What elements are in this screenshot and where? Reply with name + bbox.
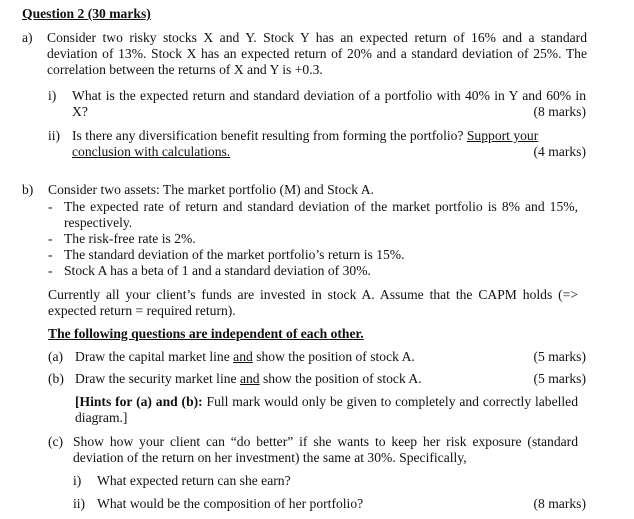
qc-sub2-label: ii) (73, 496, 86, 511)
part-a-q2-marks: (4 marks) (533, 144, 586, 159)
part-a-line-1: Consider two risky stocks X and Y. Stock Y has an expected return of 16% and a standard (47, 30, 587, 45)
qa-post: show the position of stock A. (256, 349, 415, 364)
qc-sub1-text: What expected return can she earn? (97, 473, 291, 488)
bullet-3: The standard deviation of the market portfolio’s return is 15%. (64, 247, 405, 262)
bullet-2: The risk-free rate is 2%. (64, 231, 196, 246)
qc-sub2-text: What would be the composition of her portfolio? (97, 496, 364, 511)
bullet-symbol: - (48, 263, 53, 278)
qc-line-1: Show how your client can “do better” if she wants to keep her risk exposure (standard (73, 434, 578, 449)
part-b-label: b) (22, 182, 34, 197)
qb-post: show the position of stock A. (263, 371, 422, 386)
part-a-q2-label: ii) (48, 128, 61, 143)
qa-marks: (5 marks) (533, 349, 586, 364)
part-a-q2-underlined-1: Support your (466, 128, 539, 143)
part-b-intro: Consider two assets: The market portfolio (M) and Stock A. (48, 182, 374, 197)
qc-sub1-label: i) (73, 473, 82, 488)
bullet-4: Stock A has a beta of 1 and a standard deviation of 30%. (64, 263, 371, 278)
part-a-label: a) (22, 30, 33, 45)
bullet-1-line-2: respectively. (64, 215, 133, 230)
bullet-symbol: - (48, 199, 53, 214)
qb-pre: Draw the security market line (75, 371, 237, 386)
part-a-q1-marks: (8 marks) (533, 104, 586, 119)
qc-line-2: deviation of the return on her investment) the same at 30%. Specifically, (73, 450, 467, 465)
part-a-q2-line-1 (72, 128, 538, 144)
part-a-q1-line-2: X? (72, 104, 88, 119)
qc-marks: (8 marks) (533, 496, 586, 511)
part-a-line-3: correlation between the returns of X and Y is +0.3. (47, 62, 323, 77)
qa-and: and (233, 349, 253, 364)
independent-note: The following questions are independent of each other. (48, 326, 364, 341)
part-a-q2-underlined-2: conclusion with calculations. (72, 144, 231, 159)
qc-label: (c) (48, 434, 64, 449)
hint-line-1 (75, 394, 578, 410)
question-title: Question 2 (30 marks) (22, 6, 151, 21)
bullet-symbol: - (48, 231, 53, 246)
qa-pre: Draw the capital market line (75, 349, 230, 364)
qb-text (75, 371, 422, 387)
hint-line-2: diagram.] (75, 410, 128, 425)
qb-label: (b) (48, 371, 64, 386)
current-line-1: Currently all your client’s funds are invested in stock A. Assume that the CAPM holds (=> (48, 287, 578, 302)
hint-text: Full mark would only be given to completely and correctly labelled (206, 394, 578, 409)
qb-marks: (5 marks) (533, 371, 586, 386)
qa-label: (a) (48, 349, 64, 364)
hint-bold: [Hints for (a) and (b): (75, 394, 203, 409)
current-line-2: expected return = required return). (48, 303, 236, 318)
bullet-1-line-1: The expected rate of return and standard deviation of the market portfolio is 8% and 15%, (64, 199, 578, 214)
part-a-line-2: deviation of 13%. Stock X has an expected return of 20% and a standard deviation of 25%. The (47, 46, 587, 61)
qb-and: and (239, 371, 260, 386)
part-a-q1-line-1: What is the expected return and standard deviation of a portfolio with 40% in Y and 60% in (72, 88, 586, 103)
bullet-symbol: - (48, 247, 53, 262)
part-a-q1-label: i) (48, 88, 57, 103)
part-a-q2-plain: Is there any diversification benefit resulting from forming the portfolio? (72, 128, 464, 143)
qa-text (75, 349, 415, 365)
